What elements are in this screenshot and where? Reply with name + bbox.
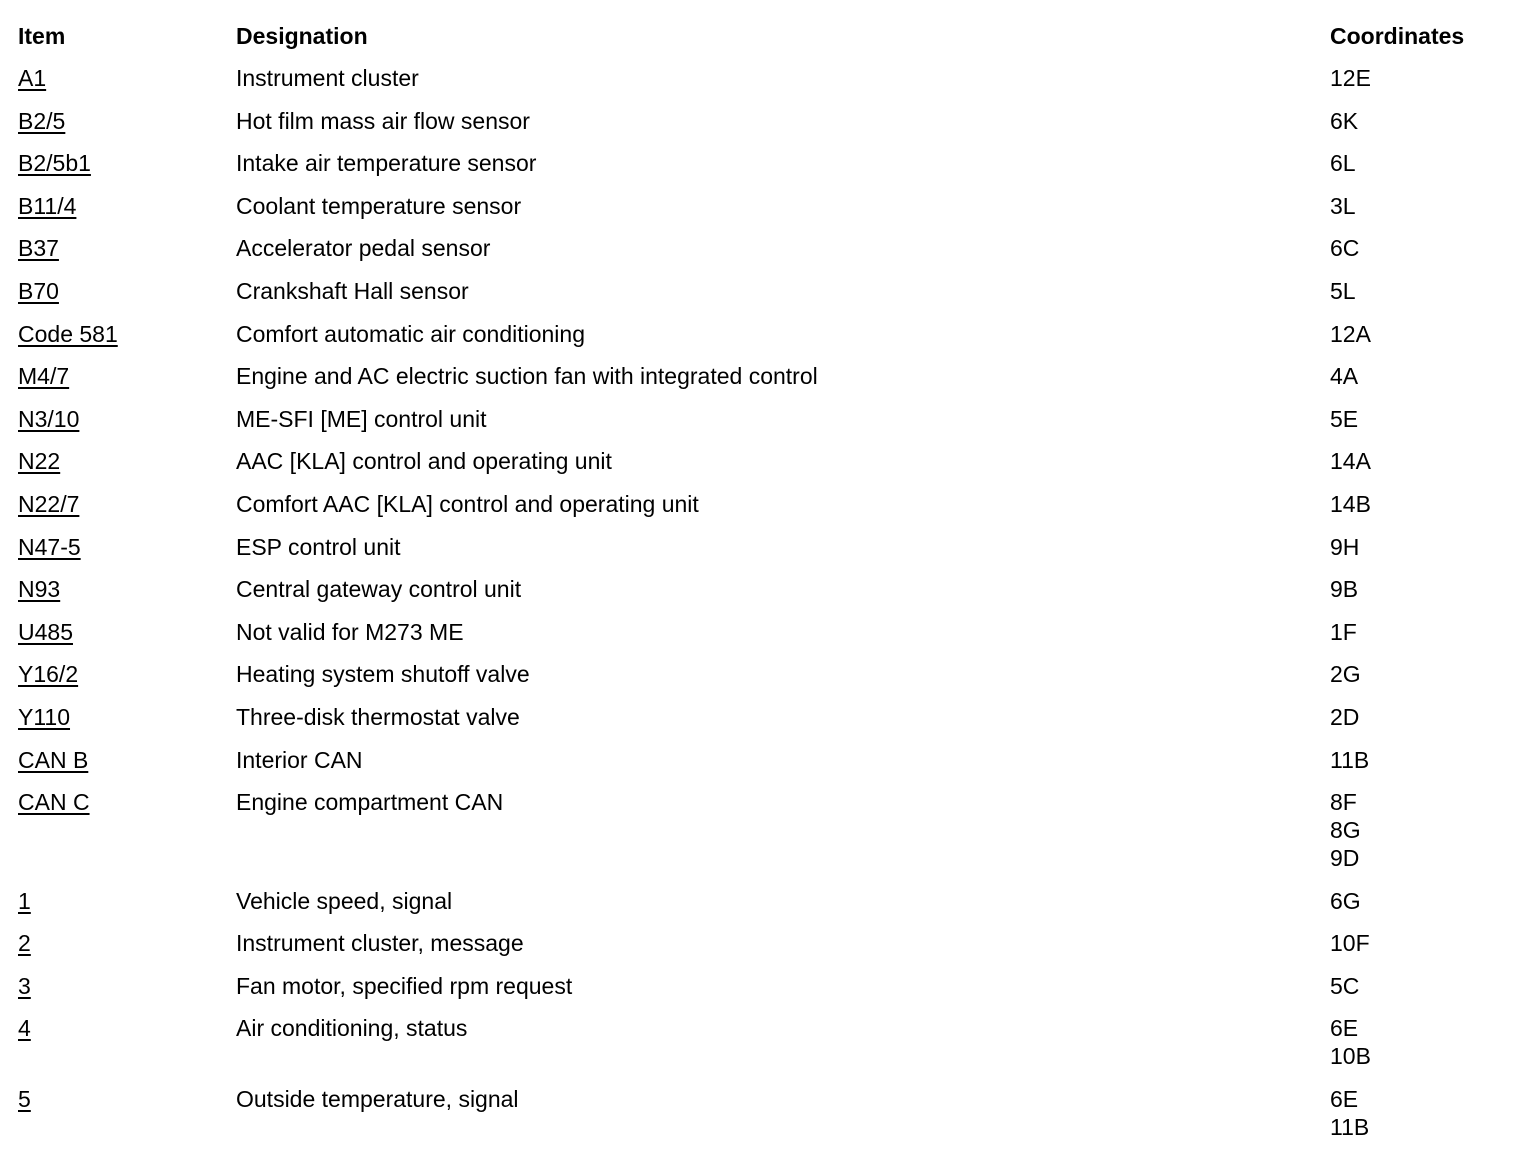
- coordinates-cell: [1330, 192, 1508, 220]
- table-row: [18, 660, 1508, 703]
- coordinates-cell: [1330, 362, 1508, 390]
- table-row: [18, 575, 1508, 618]
- table-row: [18, 746, 1508, 789]
- table-row: [18, 887, 1508, 930]
- item-cell: [18, 575, 236, 603]
- designation-cell: AAC [KLA] control and operating unit: [236, 448, 612, 475]
- table-row: [18, 405, 1508, 448]
- table-row: [18, 320, 1508, 363]
- item-link[interactable]: B2/5: [18, 107, 66, 134]
- coordinates-cell: [1330, 575, 1508, 603]
- designation-cell: Heating system shutoff valve: [236, 661, 530, 688]
- designation-cell: Engine and AC electric suction fan with integrated control: [236, 363, 818, 390]
- item-link[interactable]: U485: [18, 618, 73, 645]
- table-row: [18, 192, 1508, 235]
- item-cell: [18, 405, 236, 433]
- table-row: [18, 362, 1508, 405]
- coordinate-value: 6K: [1330, 107, 1359, 134]
- table-row: [18, 929, 1508, 972]
- item-cell: [18, 234, 236, 262]
- table-row: [18, 234, 1508, 277]
- item-cell: [18, 929, 236, 957]
- coordinates-cell: [1330, 107, 1508, 135]
- coordinates-cell: [1330, 234, 1508, 262]
- table-row: [18, 149, 1508, 192]
- designation-cell: Accelerator pedal sensor: [236, 235, 491, 262]
- designation-cell: Comfort automatic air conditioning: [236, 320, 585, 347]
- coordinates-cell: [1330, 533, 1508, 561]
- item-link[interactable]: M4/7: [18, 363, 70, 390]
- item-link[interactable]: N93: [18, 576, 61, 603]
- coordinates-cell: [1330, 746, 1508, 774]
- item-cell: [18, 533, 236, 561]
- designation-cell: ME-SFI [ME] control unit: [236, 405, 487, 432]
- header-row: [18, 22, 1508, 64]
- item-cell: [18, 277, 236, 305]
- table-row: [18, 788, 1508, 887]
- item-column-header: Item: [18, 23, 66, 49]
- item-link[interactable]: N3/10: [18, 405, 80, 432]
- item-link[interactable]: 5: [18, 1086, 31, 1113]
- item-link[interactable]: Y110: [18, 703, 71, 730]
- coordinates-cell: [1330, 660, 1508, 688]
- coordinate-value: 5E: [1330, 405, 1359, 432]
- item-cell: [18, 1014, 236, 1042]
- coordinate-value: 6E: [1330, 1086, 1359, 1113]
- item-cell: [18, 490, 236, 518]
- item-link[interactable]: B37: [18, 235, 59, 262]
- item-cell: [18, 703, 236, 731]
- coordinate-value: 14B: [1330, 490, 1371, 517]
- coordinate-value: 11B: [1330, 1114, 1370, 1141]
- item-cell: [18, 107, 236, 135]
- coordinate-value: 3L: [1330, 192, 1356, 219]
- item-cell: [18, 660, 236, 688]
- item-cell: [18, 1085, 236, 1113]
- item-link[interactable]: 1: [18, 887, 31, 914]
- coordinates-cell: [1330, 64, 1508, 92]
- designation-cell: ESP control unit: [236, 533, 401, 560]
- coordinates-column-header: Coordinates: [1330, 23, 1465, 49]
- item-cell: [18, 447, 236, 475]
- item-link[interactable]: Code 581: [18, 320, 118, 347]
- item-link[interactable]: A1: [18, 65, 47, 91]
- item-cell: [18, 887, 236, 915]
- coordinates-cell: [1330, 887, 1508, 915]
- table-row: [18, 447, 1508, 490]
- table-row: [18, 64, 1508, 107]
- legend-table: [18, 22, 1508, 1156]
- coordinate-value: 14A: [1330, 448, 1371, 475]
- table-row: [18, 618, 1508, 661]
- coordinate-value: 9D: [1330, 845, 1360, 872]
- table-row: [18, 972, 1508, 1015]
- designation-cell: Outside temperature, signal: [236, 1086, 519, 1113]
- designation-cell: Crankshaft Hall sensor: [236, 277, 469, 304]
- item-cell: [18, 618, 236, 646]
- coordinates-cell: [1330, 618, 1508, 646]
- coordinate-value: 12A: [1330, 320, 1371, 347]
- coordinate-value: 2G: [1330, 661, 1361, 688]
- item-link[interactable]: 3: [18, 972, 31, 999]
- coordinate-value: 10F: [1330, 930, 1370, 957]
- coordinate-value: 9B: [1330, 576, 1359, 603]
- coordinates-cell: [1330, 277, 1508, 305]
- item-link[interactable]: 4: [18, 1015, 31, 1042]
- coordinates-cell: [1330, 929, 1508, 957]
- coordinate-value: 9H: [1330, 533, 1360, 560]
- item-cell: [18, 64, 236, 92]
- item-link[interactable]: N22/7: [18, 490, 80, 517]
- coordinates-cell: [1330, 447, 1508, 475]
- designation-cell: Coolant temperature sensor: [236, 192, 522, 219]
- designation-cell: Fan motor, specified rpm request: [236, 972, 573, 999]
- item-link[interactable]: B2/5b1: [18, 150, 91, 177]
- item-link[interactable]: Y16/2: [18, 661, 79, 688]
- coordinate-value: 8G: [1330, 817, 1361, 844]
- coordinate-value: 11B: [1330, 746, 1370, 773]
- item-link[interactable]: CAN B: [18, 746, 89, 773]
- item-link[interactable]: N47-5: [18, 533, 81, 560]
- designation-cell: Instrument cluster: [236, 65, 419, 91]
- coordinates-cell: [1330, 788, 1508, 872]
- table-row: [18, 490, 1508, 533]
- designation-cell: Three-disk thermostat valve: [236, 703, 520, 730]
- designation-cell: Instrument cluster, message: [236, 930, 524, 957]
- coordinates-cell: [1330, 1014, 1508, 1070]
- coordinate-value: 12E: [1330, 65, 1371, 91]
- designation-cell: Comfort AAC [KLA] control and operating unit: [236, 490, 699, 517]
- coordinates-cell: [1330, 490, 1508, 518]
- item-cell: [18, 746, 236, 774]
- coordinates-cell: [1330, 320, 1508, 348]
- coordinate-value: 10B: [1330, 1043, 1371, 1070]
- item-cell: [18, 320, 236, 348]
- item-cell: [18, 149, 236, 177]
- table-row: [18, 533, 1508, 576]
- coordinate-value: 5L: [1330, 277, 1356, 304]
- item-cell: [18, 192, 236, 220]
- item-link[interactable]: B11/4: [18, 192, 77, 219]
- table-row: [18, 107, 1508, 150]
- coordinate-value: 1F: [1330, 618, 1357, 645]
- coordinate-value: 6E: [1330, 1015, 1359, 1042]
- designation-cell: Air conditioning, status: [236, 1015, 468, 1042]
- table-row: [18, 703, 1508, 746]
- coordinate-value: 2D: [1330, 703, 1360, 730]
- designation-cell: Engine compartment CAN: [236, 789, 504, 816]
- coordinate-value: 4A: [1330, 363, 1359, 390]
- item-cell: [18, 788, 236, 816]
- item-link[interactable]: 2: [18, 930, 31, 957]
- table-row: [18, 1085, 1508, 1156]
- item-link[interactable]: B70: [18, 277, 59, 304]
- designation-cell: Not valid for M273 ME: [236, 618, 464, 645]
- table-row: [18, 1014, 1508, 1085]
- designation-cell: Interior CAN: [236, 746, 363, 773]
- coordinate-value: 6G: [1330, 887, 1361, 914]
- coordinates-cell: [1330, 149, 1508, 177]
- coordinates-cell: [1330, 703, 1508, 731]
- designation-cell: Central gateway control unit: [236, 576, 522, 603]
- coordinate-value: 8F: [1330, 789, 1357, 816]
- coordinate-value: 6C: [1330, 235, 1360, 262]
- table-row: [18, 277, 1508, 320]
- item-cell: [18, 362, 236, 390]
- item-link[interactable]: CAN C: [18, 789, 90, 816]
- designation-cell: Vehicle speed, signal: [236, 887, 453, 914]
- table-body: [18, 64, 1508, 1156]
- coordinates-cell: [1330, 972, 1508, 1000]
- coordinate-value: 5C: [1330, 972, 1360, 999]
- coordinates-cell: [1330, 1085, 1508, 1141]
- item-cell: [18, 972, 236, 1000]
- coordinates-cell: [1330, 405, 1508, 433]
- designation-cell: Intake air temperature sensor: [236, 150, 537, 177]
- designation-cell: Hot film mass air flow sensor: [236, 107, 530, 134]
- item-link[interactable]: N22: [18, 448, 61, 475]
- designation-column-header: Designation: [236, 23, 368, 49]
- coordinate-value: 6L: [1330, 150, 1356, 177]
